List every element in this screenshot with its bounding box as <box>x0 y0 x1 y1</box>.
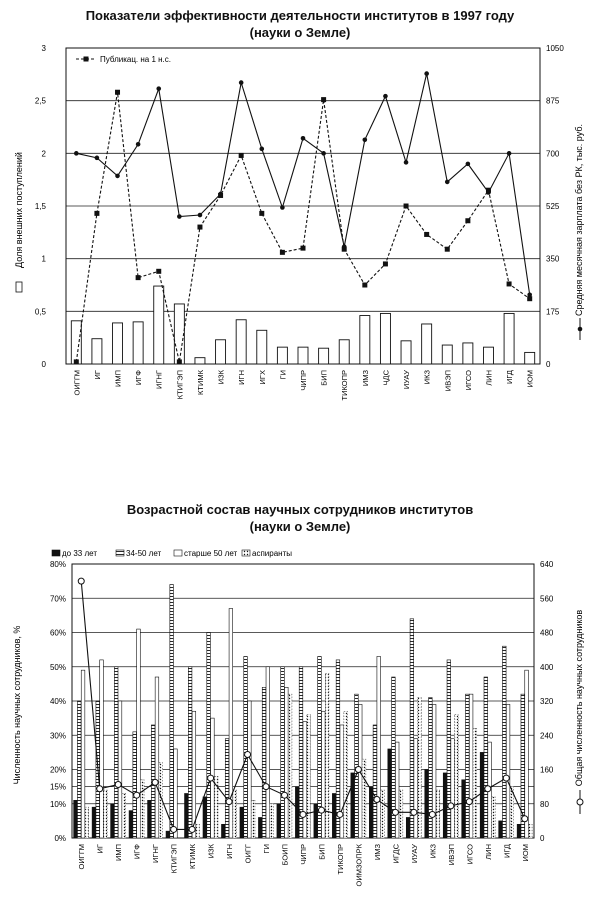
legend-label: до 33 лет <box>62 549 97 558</box>
legend-swatch <box>52 550 60 556</box>
category-label: ИОМ <box>520 844 530 862</box>
left-axis-title: Численность научных сотрудников, % <box>12 625 22 785</box>
point-total <box>78 578 84 584</box>
point-salary <box>95 156 100 161</box>
bar-under-33 <box>332 793 336 838</box>
category-label: БИП <box>317 844 327 860</box>
bar-under-33 <box>277 804 281 838</box>
bar-34-50 <box>484 677 488 838</box>
bar-aspirants <box>344 711 348 838</box>
bar <box>298 347 308 364</box>
bar <box>174 304 184 364</box>
bar-aspirants <box>270 804 274 838</box>
bar-over-50 <box>118 701 122 838</box>
bar-under-33 <box>388 749 392 838</box>
category-label: БОИП <box>280 844 290 866</box>
left-tick-label: 2,5 <box>34 96 46 106</box>
right-tick-label: 525 <box>546 202 560 211</box>
point-total <box>171 826 177 832</box>
point-publications <box>94 211 99 216</box>
category-label: ТИКОПР <box>335 844 345 875</box>
point-salary <box>301 136 306 141</box>
bar <box>319 348 329 364</box>
category-label: ИГНГ <box>151 844 161 863</box>
left-tick-label: 1 <box>41 254 46 264</box>
point-total <box>522 816 528 822</box>
point-publications <box>507 281 512 286</box>
bar <box>92 339 102 364</box>
category-label: ИГФ <box>134 370 144 386</box>
point-salary <box>466 162 471 167</box>
bar-34-50 <box>502 646 506 838</box>
left-tick-label: 15% <box>49 782 66 792</box>
point-total <box>115 781 121 787</box>
left-tick-label: 60% <box>49 628 66 638</box>
left-tick-label: 0 <box>41 360 46 369</box>
category-label: ЛИН <box>484 370 494 386</box>
left-tick-label: 2 <box>41 149 46 159</box>
bar-under-33 <box>425 770 429 839</box>
point-publications <box>115 90 120 95</box>
category-label: КТИГЭП <box>175 370 185 400</box>
point-publications <box>301 246 306 251</box>
bar-under-33 <box>92 807 96 838</box>
point-publications <box>239 153 244 158</box>
category-label: ОИМЗОПРК <box>354 844 364 887</box>
point-salary <box>404 160 409 165</box>
right-axis-title: Общая численность научных сотрудников <box>574 609 584 787</box>
bar-over-50 <box>81 670 85 838</box>
point-total <box>189 826 195 832</box>
right-tick-label: 0 <box>546 360 551 369</box>
bar-under-33 <box>258 817 262 838</box>
point-total <box>485 786 491 792</box>
bar <box>195 358 205 364</box>
bar-aspirants <box>473 728 477 838</box>
category-label: ИУАУ <box>409 844 419 864</box>
category-label: ЛИН <box>483 844 493 860</box>
left-tick-label: 30% <box>49 731 66 741</box>
bar-under-33 <box>314 804 318 838</box>
bar-aspirants <box>455 715 459 838</box>
point-salary <box>156 86 161 91</box>
point-publications <box>156 269 161 274</box>
bar-over-50 <box>432 704 436 838</box>
category-label: ИМП <box>113 370 123 388</box>
bar <box>277 347 287 364</box>
chart-age-structure <box>0 490 600 918</box>
category-label: ИМП <box>114 844 124 862</box>
bar-aspirants <box>122 793 126 838</box>
bar-over-50 <box>506 704 510 838</box>
left-tick-label: 1,5 <box>34 202 46 211</box>
left-tick-label: 0% <box>54 834 66 843</box>
point-publications <box>321 97 326 102</box>
bar-over-50 <box>377 656 381 838</box>
legend <box>76 55 171 64</box>
series-line-publications <box>76 92 529 362</box>
bar-34-50 <box>77 701 81 838</box>
bar-under-33 <box>462 780 466 838</box>
bar <box>360 316 370 364</box>
point-salary <box>486 190 491 195</box>
right-axis-legend-marker <box>577 799 583 805</box>
point-publications <box>197 225 202 230</box>
bar-over-50 <box>395 742 399 838</box>
point-total <box>503 775 509 781</box>
bar-34-50 <box>207 633 211 839</box>
category-label: ОИГГМ <box>72 370 82 396</box>
bar-34-50 <box>170 585 174 838</box>
point-total <box>208 775 214 781</box>
point-total <box>263 784 269 790</box>
point-total <box>392 809 398 815</box>
category-label: ИГНГ <box>154 370 164 389</box>
category-label: ИМЗ <box>372 844 382 861</box>
bar <box>483 347 493 364</box>
bar-under-33 <box>517 824 521 838</box>
bar-over-50 <box>248 701 252 838</box>
category-label: ИГФ <box>132 844 142 860</box>
chart-1-title: Показатели эффективности деятельности институтов в 1997 году <box>85 8 515 23</box>
bar <box>236 320 246 364</box>
bar-aspirants <box>362 759 366 838</box>
right-tick-label: 480 <box>540 628 554 638</box>
category-label: ГИ <box>262 844 272 854</box>
bar-over-50 <box>285 687 289 838</box>
category-label: ИОМ <box>525 370 535 388</box>
category-label: КТИМК <box>195 370 205 395</box>
point-salary <box>527 292 532 297</box>
bar-aspirants <box>307 715 311 838</box>
bar <box>380 313 390 364</box>
bar <box>71 321 81 364</box>
bar-over-50 <box>414 739 418 838</box>
point-total <box>374 796 380 802</box>
point-salary <box>198 213 203 218</box>
bar-over-50 <box>303 722 307 838</box>
point-total <box>226 799 232 805</box>
right-tick-label: 0 <box>540 834 545 843</box>
point-total <box>97 786 103 792</box>
point-salary <box>383 94 388 99</box>
legend-swatch <box>174 550 182 556</box>
point-total <box>448 803 454 809</box>
left-tick-label: 20% <box>49 765 66 775</box>
bar-under-33 <box>499 821 503 838</box>
point-publications <box>177 359 182 364</box>
point-salary <box>321 151 326 156</box>
category-label: ИЗК <box>206 844 216 859</box>
bar-under-33 <box>295 787 299 838</box>
bar-aspirants <box>529 824 533 838</box>
left-tick-label: 40% <box>49 697 66 706</box>
bar-34-50 <box>225 739 229 838</box>
point-total <box>466 799 472 805</box>
bar <box>339 340 349 364</box>
point-salary <box>363 137 368 142</box>
bar-aspirants <box>140 780 144 838</box>
point-total <box>411 809 417 815</box>
bar-under-33 <box>148 800 152 838</box>
right-tick-label: 175 <box>546 307 560 317</box>
category-label: ИВЭП <box>443 370 453 392</box>
chart-2-title: Возрастной состав научных сотрудников институтов <box>126 502 474 517</box>
right-tick-label: 350 <box>546 254 560 264</box>
bar-34-50 <box>244 656 248 838</box>
bar-under-33 <box>185 793 189 838</box>
bar <box>525 352 535 364</box>
category-label: БИП <box>319 370 329 386</box>
bar-aspirants <box>196 824 200 838</box>
bar-34-50 <box>188 667 192 838</box>
bar-aspirants <box>288 694 292 838</box>
category-label: ИКЗ <box>422 370 432 385</box>
category-label: ИГН <box>225 844 235 859</box>
bar <box>463 343 473 364</box>
bar-34-50 <box>466 694 470 838</box>
bar-aspirants <box>233 790 237 838</box>
bar-over-50 <box>266 667 270 838</box>
point-salary <box>239 80 244 85</box>
bar-34-50 <box>410 619 414 838</box>
bar-aspirants <box>251 800 255 838</box>
right-tick-label: 400 <box>540 662 554 672</box>
point-publications <box>362 283 367 288</box>
category-label: ЧДС <box>381 370 391 386</box>
point-publications <box>404 204 409 209</box>
bar-aspirants <box>418 698 422 838</box>
right-tick-label: 80 <box>540 799 549 809</box>
category-label: ИГ <box>92 370 102 380</box>
bar-under-33 <box>129 811 133 838</box>
right-tick-label: 160 <box>540 765 554 775</box>
bar-under-33 <box>406 817 410 838</box>
right-tick-label: 1050 <box>546 44 564 53</box>
point-salary <box>342 244 347 249</box>
legend-marker <box>84 57 89 62</box>
bar <box>133 322 143 364</box>
point-total <box>134 792 140 798</box>
category-label: ИГ <box>95 844 105 854</box>
left-tick-label: 50% <box>49 662 66 672</box>
bar-aspirants <box>85 807 89 838</box>
point-salary <box>445 180 450 185</box>
left-axis-legend-box <box>16 282 22 292</box>
bar <box>216 340 226 364</box>
point-salary <box>218 192 223 197</box>
category-label: ОИГГМ <box>77 844 87 870</box>
bar-aspirants <box>104 790 108 838</box>
category-label: ИГСО <box>465 844 475 865</box>
legend-swatch <box>116 550 124 556</box>
bar-aspirants <box>492 797 496 838</box>
bar-under-33 <box>443 773 447 838</box>
bar-under-33 <box>221 824 225 838</box>
point-salary <box>424 71 429 76</box>
bar-aspirants <box>399 790 403 838</box>
bar-under-33 <box>166 831 170 838</box>
category-label: ИГД <box>505 370 515 385</box>
right-axis-title: Средняя месячная зарплата без РК, тыс. руб. <box>574 124 584 316</box>
point-salary <box>74 151 79 156</box>
point-publications <box>383 261 388 266</box>
bar <box>113 323 123 364</box>
bar-aspirants <box>436 790 440 838</box>
right-tick-label: 240 <box>540 731 554 741</box>
bar-aspirants <box>381 790 385 838</box>
bar-over-50 <box>192 711 196 838</box>
point-salary <box>136 142 141 147</box>
legend-swatch <box>242 550 250 556</box>
right-tick-label: 700 <box>546 149 560 159</box>
point-salary <box>507 151 512 156</box>
point-total <box>318 807 324 813</box>
point-publications <box>465 218 470 223</box>
bar-34-50 <box>281 667 285 838</box>
point-publications <box>259 211 264 216</box>
left-tick-label: 3 <box>41 44 46 53</box>
category-label: ТИКОПР <box>340 370 350 401</box>
point-publications <box>280 250 285 255</box>
bar <box>257 330 267 364</box>
bar-over-50 <box>321 711 325 838</box>
bar-under-33 <box>111 804 115 838</box>
legend-label: аспиранты <box>252 549 292 558</box>
right-tick-label: 560 <box>540 594 554 604</box>
bar-34-50 <box>133 732 137 838</box>
point-publications <box>136 275 141 280</box>
left-tick-label: 10% <box>49 799 66 809</box>
point-salary <box>115 174 120 179</box>
bar <box>504 313 514 364</box>
bar-aspirants <box>325 674 329 838</box>
point-total <box>300 811 306 817</box>
bar-under-33 <box>480 752 484 838</box>
category-label: ИВЭП <box>446 844 456 866</box>
point-publications <box>74 359 79 364</box>
category-label: ОИГГ <box>243 844 253 864</box>
category-label: ИГД <box>502 844 512 859</box>
bar-34-50 <box>355 694 359 838</box>
category-label: ЧИПР <box>299 370 308 391</box>
bar-over-50 <box>469 694 473 838</box>
left-tick-label: 80% <box>49 560 66 569</box>
chart-1-subtitle: (науки о Земле) <box>249 25 351 40</box>
point-salary <box>280 205 285 210</box>
bar-over-50 <box>100 660 104 838</box>
point-salary <box>177 214 182 219</box>
bar-under-33 <box>74 800 78 838</box>
category-label: ИГХ <box>257 370 267 385</box>
bar-over-50 <box>340 725 344 838</box>
point-total <box>245 752 251 758</box>
left-tick-label: 70% <box>49 594 66 604</box>
bar-over-50 <box>155 677 159 838</box>
category-label: ИКЗ <box>428 844 438 859</box>
right-tick-label: 320 <box>540 697 554 706</box>
left-axis-title: Доля внешних поступлений <box>14 152 24 268</box>
legend-label: 34-50 лет <box>126 549 162 558</box>
bar-under-33 <box>369 787 373 838</box>
point-publications <box>424 232 429 237</box>
left-tick-label: 0,5 <box>34 307 46 317</box>
bar-34-50 <box>114 667 118 838</box>
bar-34-50 <box>373 725 377 838</box>
point-total <box>152 779 158 785</box>
bar <box>422 324 432 364</box>
bar <box>442 345 452 364</box>
bar-over-50 <box>174 749 178 838</box>
category-label: ИУАУ <box>402 370 412 390</box>
category-label: ГИ <box>278 370 288 380</box>
legend <box>52 549 292 558</box>
legend-label: Публикац. на 1 н.с. <box>100 55 171 64</box>
chart-2-subtitle: (науки о Земле) <box>249 519 351 534</box>
category-label: ИГСО <box>463 370 473 391</box>
category-label: ИМЗ <box>360 370 370 387</box>
bar-over-50 <box>451 739 455 838</box>
series-line-salary <box>76 74 529 295</box>
bar <box>401 341 411 364</box>
bar <box>154 286 164 364</box>
bar-over-50 <box>137 629 141 838</box>
bar-under-33 <box>203 797 207 838</box>
bar-over-50 <box>525 670 529 838</box>
category-label: КТИГЭП <box>169 844 179 874</box>
category-label: КТИМК <box>188 844 198 869</box>
right-tick-label: 875 <box>546 96 560 106</box>
point-publications <box>445 247 450 252</box>
category-label: ЧИПР <box>299 844 308 865</box>
category-label: ИГДС <box>391 844 401 864</box>
point-salary <box>259 147 264 152</box>
right-axis-legend-marker <box>578 327 583 332</box>
point-total <box>355 767 361 773</box>
category-label: ИГН <box>237 370 247 385</box>
point-total <box>282 792 288 798</box>
chart-2-plot <box>0 490 600 918</box>
bar-34-50 <box>447 660 451 838</box>
bar-34-50 <box>262 687 266 838</box>
point-total <box>429 811 435 817</box>
category-label: ИЗК <box>216 370 226 385</box>
bar-under-33 <box>240 807 244 838</box>
point-total <box>337 811 343 817</box>
legend-label: старше 50 лет <box>184 549 238 558</box>
right-tick-label: 640 <box>540 560 554 569</box>
